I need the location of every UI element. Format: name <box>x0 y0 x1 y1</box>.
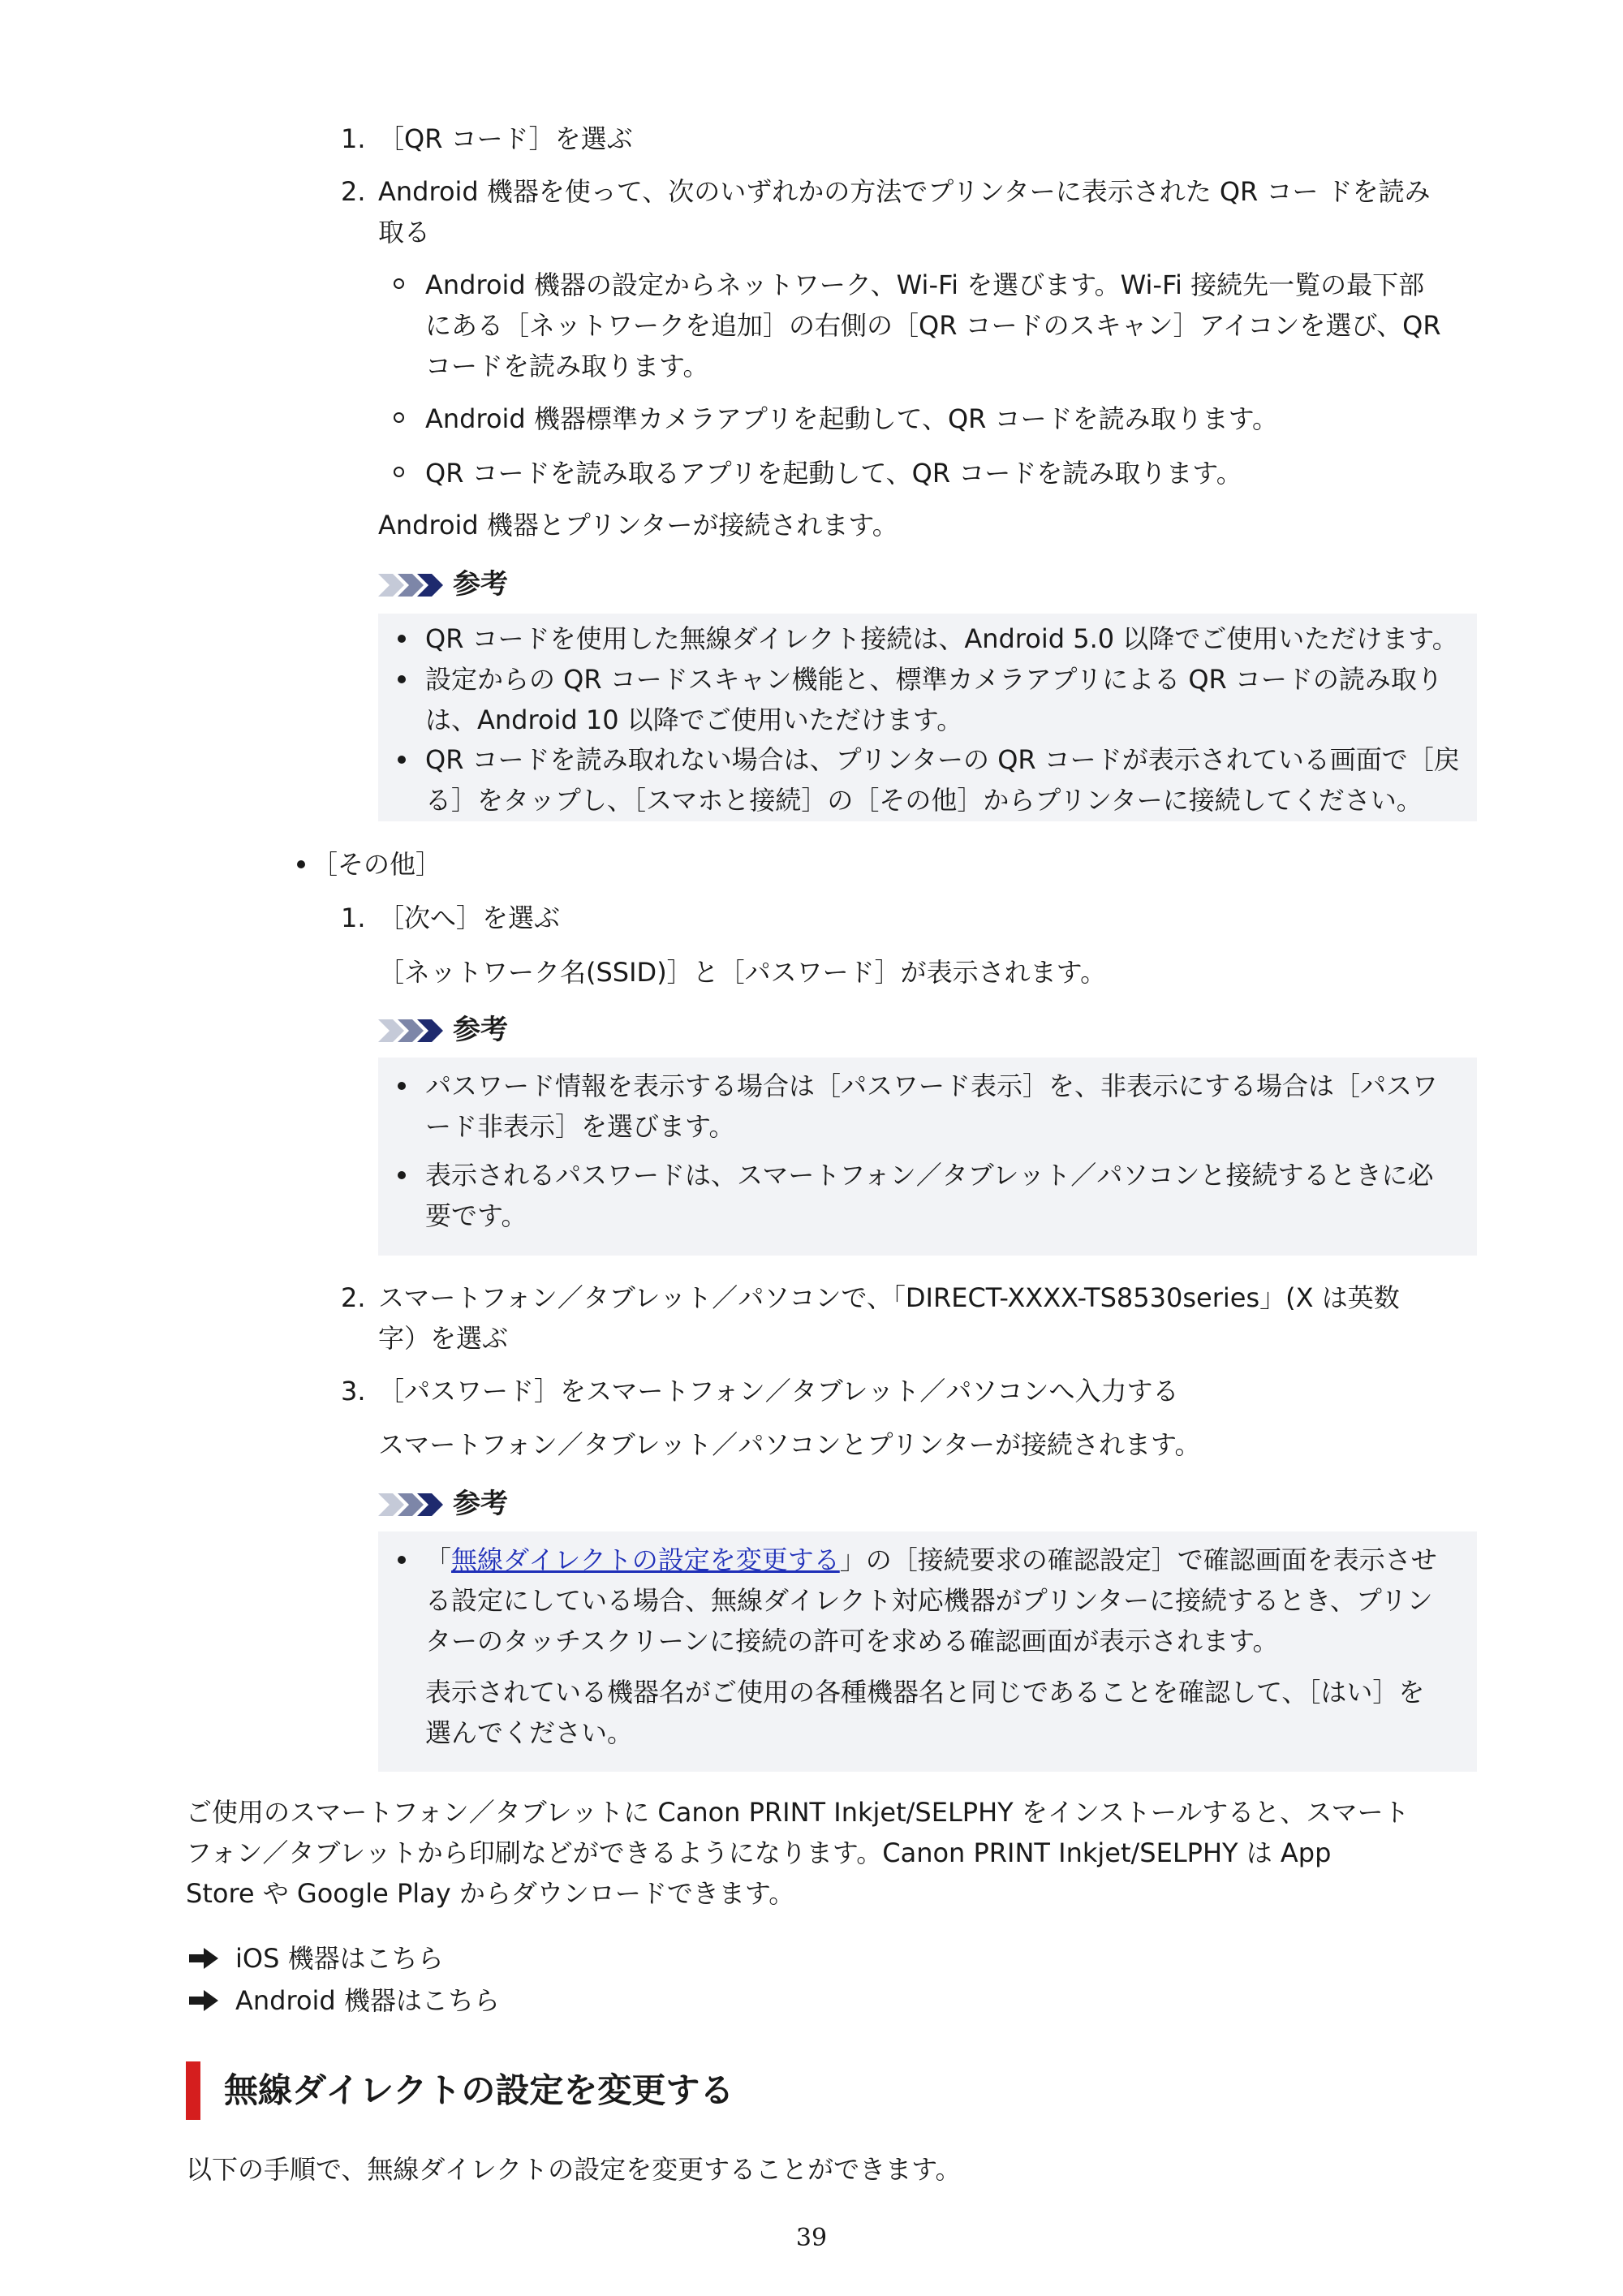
note-text: 選んでください。 <box>425 1717 634 1748</box>
note-text: 表示されるパスワードは、スマートフォン／タブレット／パソコンと接続するときに必 <box>425 1160 1434 1191</box>
note-text: QR コードを使用した無線ダイレクト接続は、Android 5.0 以降でご使用いただけます。 <box>425 623 1458 654</box>
note-title: 参考 <box>453 568 508 601</box>
circle-bullet-icon <box>394 412 404 423</box>
note-text: は、Android 10 以降でご使用いただけます。 <box>425 704 963 735</box>
step-number: 3. <box>341 1376 366 1406</box>
step-text: ［QR コード］を選ぶ <box>378 123 633 154</box>
step-number: 1. <box>341 902 366 933</box>
note-title: 参考 <box>453 1488 508 1520</box>
note-text: 設定からの QR コードスキャン機能と、標準カメラアプリによる QR コードの読み取り <box>425 664 1443 695</box>
note-title: 参考 <box>453 1014 508 1046</box>
section-intro: 以下の手順で、無線ダイレクトの設定を変更することができます。 <box>186 2154 962 2185</box>
step-text: 取る <box>378 217 431 248</box>
note-text: る設定にしている場合、無線ダイレクト対応機器がプリンターに接続するとき、プリン <box>425 1585 1433 1616</box>
ios-link[interactable]: iOS 機器はこちら <box>235 1943 444 1974</box>
step-text: ［パスワード］をスマートフォン／タブレット／パソコンへ入力する <box>378 1376 1179 1406</box>
note-text: パスワード情報を表示する場合は［パスワード表示］を、非表示にする場合は［パスワ <box>425 1070 1439 1101</box>
note-chevron-icon <box>378 1019 445 1042</box>
result-text: スマートフォン／タブレット／パソコンとプリンターが接続されます。 <box>378 1429 1201 1460</box>
arrow-right-icon <box>189 1948 218 1969</box>
note-text: 「無線ダイレクトの設定を変更する」の［接続要求の確認設定］で確認画面を表示させ <box>425 1544 1437 1575</box>
note-text: ード非表示］を選びます。 <box>425 1111 735 1142</box>
circle-bullet-icon <box>394 467 404 477</box>
method-text: コードを読み取ります。 <box>425 351 709 381</box>
note-chevron-icon <box>378 574 445 597</box>
android-link[interactable]: Android 機器はこちら <box>235 1985 500 2016</box>
method-text: にある［ネットワークを追加］の右側の［QR コードのスキャン］アイコンを選び、QR <box>425 310 1441 341</box>
note-text: る］をタップし、［スマホと接続］の［その他］からプリンターに接続してください。 <box>425 785 1423 816</box>
note-chevron-icon <box>378 1493 445 1516</box>
step-number: 2. <box>341 1282 366 1313</box>
heading-bar <box>186 2061 200 2120</box>
option-label: ［その他］ <box>312 849 442 880</box>
settings-link[interactable]: 無線ダイレクトの設定を変更する <box>451 1544 840 1575</box>
step-number: 1. <box>341 123 366 154</box>
bullet-dot-icon <box>398 1082 406 1090</box>
method-text: Android 機器の設定からネットワーク、Wi-Fi を選びます。Wi-Fi 接続先一覧の最下部 <box>425 269 1425 300</box>
method-text: Android 機器標準カメラアプリを起動して、QR コードを読み取ります。 <box>425 403 1279 434</box>
bullet-dot-icon <box>398 635 406 643</box>
paragraph-text: ご使用のスマートフォン／タブレットに Canon PRINT Inkjet/SELPHY をインストールすると、スマート <box>186 1797 1410 1828</box>
result-text: ［ネットワーク名(SSID)］と［パスワード］が表示されます。 <box>378 957 1107 988</box>
circle-bullet-icon <box>394 278 404 289</box>
bullet-dot-icon <box>297 860 305 868</box>
step-text: ［次へ］を選ぶ <box>378 902 561 933</box>
note-text: ターのタッチスクリーンに接続の許可を求める確認画面が表示されます。 <box>425 1626 1279 1656</box>
bullet-dot-icon <box>398 756 406 764</box>
arrow-right-icon <box>189 1990 218 2011</box>
section-heading: 無線ダイレクトの設定を変更する <box>224 2070 734 2110</box>
step-text: スマートフォン／タブレット／パソコンで、「DIRECT-XXXX-TS8530series」(X は英数 <box>378 1282 1400 1313</box>
paragraph-text: フォン／タブレットから印刷などができるようになります。Canon PRINT Inkjet/SELPHY は App <box>186 1837 1332 1868</box>
bullet-dot-icon <box>398 1556 406 1564</box>
step-text: 字）を選ぶ <box>378 1323 509 1354</box>
result-text: Android 機器とプリンターが接続されます。 <box>378 510 898 541</box>
method-text: QR コードを読み取るアプリを起動して、QR コードを読み取ります。 <box>425 458 1242 489</box>
bullet-dot-icon <box>398 1171 406 1179</box>
step-number: 2. <box>341 176 366 207</box>
page-number: 39 <box>795 2224 828 2252</box>
bullet-dot-icon <box>398 675 406 683</box>
note-text: 表示されている機器名がご使用の各種機器名と同じであることを確認して、［はい］を <box>425 1677 1425 1708</box>
step-text: Android 機器を使って、次のいずれかの方法でプリンターに表示された QR コー ドを読み <box>378 176 1431 207</box>
note-text: QR コードを読み取れない場合は、プリンターの QR コードが表示されている画面で［戻 <box>425 744 1460 775</box>
note-text: 要です。 <box>425 1200 527 1231</box>
paragraph-text: Store や Google Play からダウンロードできます。 <box>186 1878 795 1909</box>
